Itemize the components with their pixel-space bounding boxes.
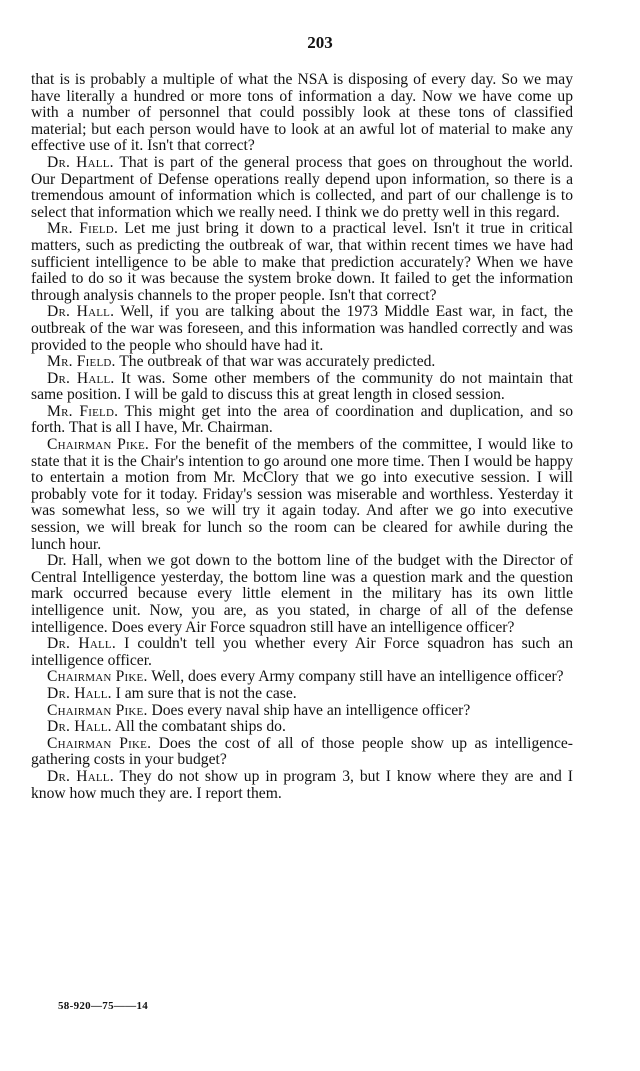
paragraph-text: Does the cost of all of those people show up as intelligence-gathering costs in your budget? [31, 734, 573, 769]
paragraph [31, 72, 573, 155]
paragraph-text: For the benefit of the members of the committee, I would like to state that it is the Chair's intention to go around one more time. Then I would be happy to entertain a motion from Mr. McClory that we go into executive session. I will probably vote for it today. Friday's session was miserable and worthless. Yesterday it was somewhat less, so we will try it again today. And after we go into executive session, we will break for lunch so the room can be cleared for awhile during the lunch hour. [31, 436, 573, 553]
page-number: 203 [307, 33, 333, 52]
paragraph-text: The outbreak of that war was accurately predicted. [119, 353, 436, 371]
paragraph [31, 703, 573, 720]
speaker-label: Chairman Pike. [47, 734, 152, 752]
paragraph-text: All the combatant ships do. [114, 718, 286, 736]
paragraph [31, 155, 573, 221]
footer-code: 58-920—75——14 [58, 1000, 149, 1012]
speaker-label: Dr. Hall. [47, 635, 116, 653]
paragraph [31, 686, 573, 703]
paragraph-text: This might get into the area of coordination and duplication, and so forth. That is all I have, Mr. Chairman. [31, 402, 573, 437]
paragraph [31, 736, 573, 769]
speaker-label: Chairman Pike. [47, 701, 148, 719]
speaker-label: Dr. Hall. [47, 767, 114, 785]
paragraph [31, 404, 573, 437]
speaker-label: Mr. Field. [47, 402, 119, 420]
paragraph-text: That is part of the general process that goes on throughout the world. Our Department of Defense operations really depend upon information, so there is a tremendous amount of information which is collected, and part of our challenge is to select that information which we really need. I think we do pretty well in this regard. [31, 153, 573, 221]
paragraph [31, 221, 573, 304]
paragraph [31, 553, 573, 636]
paragraph [31, 371, 573, 404]
paragraph-text: Let me just bring it down to a practical level. Isn't it true in critical matters, such as predicting the outbreak of war, that within recent times we have had sufficient intelligence to be able to make that prediction accurately? When we have failed to do so it was because the system broke down. It failed to get the information through analysis channels to the proper people. Isn't that correct? [31, 220, 573, 304]
paragraph-text: Does every naval ship have an intelligence officer? [151, 701, 471, 719]
speaker-label: Dr. Hall. [47, 369, 115, 387]
paragraph-text: I am sure that is not the case. [115, 684, 297, 702]
paragraph [31, 304, 573, 354]
speaker-label: Chairman Pike. [47, 668, 148, 686]
paragraph-text: They do not show up in program 3, but I know where they are and I know how much they are. I report them. [31, 767, 573, 802]
paragraph-text: I couldn't tell you whether every Air Force squadron has such an intelligence officer. [31, 635, 573, 669]
paragraph-text: It was. Some other members of the community do not maintain that same position. I will be gald to discuss this at great length in closed session. [31, 369, 573, 404]
paragraph-text: Well, does every Army company still have an intelligence officer? [151, 668, 564, 686]
paragraph-text: that is is probably a multiple of what the NSA is disposing of every day. So we may have literally a hundred or more tons of information a day. Now we have come up with a number of personnel that could possibly look at these tons of classified material; but each person would have to look at an awful lot of material to make any effective use of it. Isn't that correct? [31, 71, 573, 155]
paragraph [31, 669, 573, 686]
paragraph-text: Well, if you are talking about the 1973 Middle East war, in fact, the outbreak of the war was foreseen, and this information was handled correctly and was provided to the people who should have had it. [31, 303, 573, 354]
speaker-label: Mr. Field. [47, 353, 116, 371]
speaker-label: Dr. Hall. [47, 303, 115, 321]
speaker-label: Dr. Hall. [47, 684, 112, 702]
body-text [31, 72, 573, 802]
paragraph [31, 437, 573, 553]
speaker-label: Chairman Pike. [47, 436, 149, 454]
paragraph [31, 769, 573, 802]
paragraph [31, 636, 573, 669]
speaker-label: Dr. Hall. [47, 718, 112, 736]
paragraph [31, 719, 573, 736]
speaker-label: Mr. Field. [47, 220, 119, 238]
paragraph-text: Dr. Hall, when we got down to the bottom line of the budget with the Director of Central Intelligence yesterday, the bottom line was a question mark and the question mark occurred because every little element in the military has its own little intelligence unit. Now, you are, as you stated, in charge of all of the defense intelligence. Does every Air Force squadron still have an intelligence officer? [31, 552, 573, 636]
paragraph [31, 354, 573, 371]
speaker-label: Dr. Hall. [47, 153, 114, 171]
